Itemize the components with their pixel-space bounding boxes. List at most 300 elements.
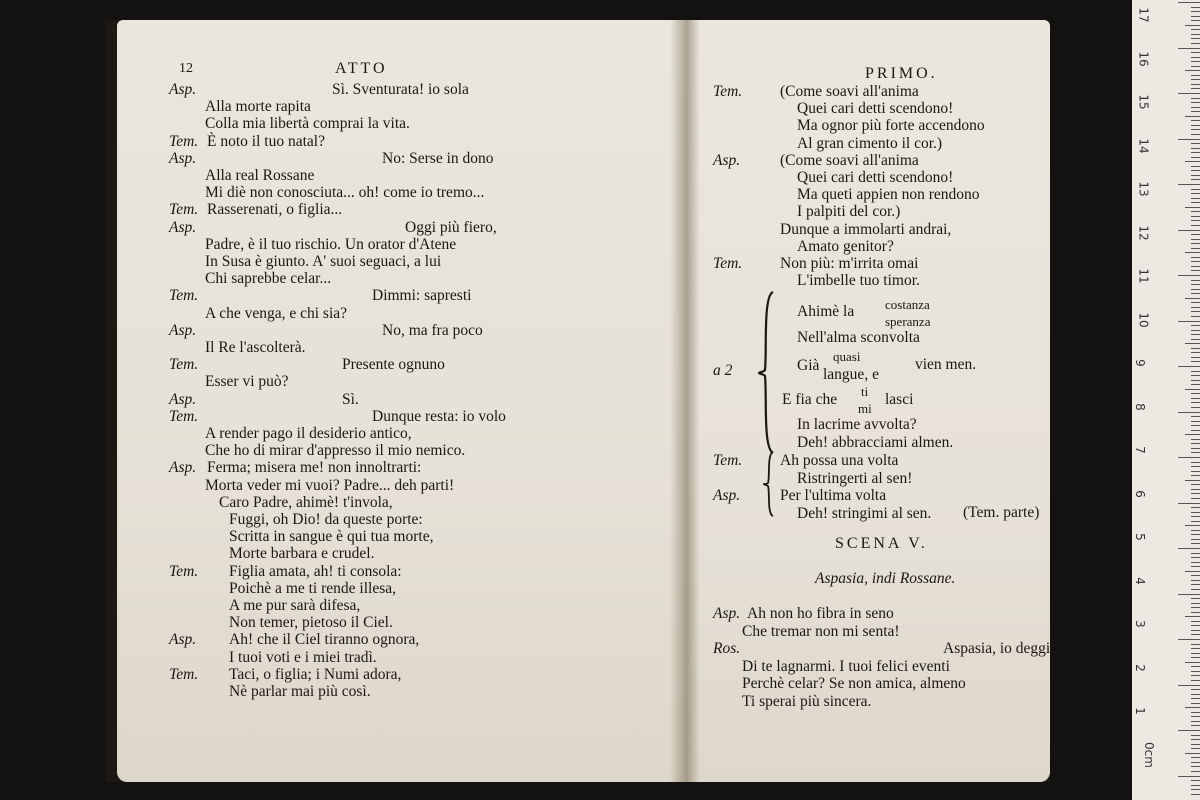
ruler-tick	[1191, 98, 1200, 99]
verse-line: (Come soavi all'anima	[780, 83, 919, 100]
verse-line: Alla morte rapita	[205, 98, 311, 116]
ruler-tick	[1191, 257, 1200, 258]
duet-line: Ahimè la	[797, 303, 855, 320]
ruler-tick	[1191, 179, 1200, 180]
ruler-tick	[1191, 657, 1200, 658]
ruler-tick	[1178, 230, 1200, 231]
verse-line: Alla real Rossane	[205, 167, 315, 184]
ruler-tick	[1191, 612, 1200, 613]
ruler-number: 15	[1136, 94, 1151, 110]
ruler-tick	[1191, 34, 1200, 35]
ruler-tick	[1178, 366, 1200, 367]
duet-line: Nell'alma sconvolta	[797, 329, 920, 346]
ruler-tick	[1191, 220, 1200, 221]
ruler-number: 14	[1136, 137, 1151, 154]
ruler-tick	[1191, 16, 1200, 17]
ruler-tick	[1191, 79, 1200, 80]
open-book	[105, 20, 1074, 782]
ruler-number: 6	[1132, 489, 1147, 498]
ruler-tick	[1191, 29, 1200, 30]
speaker-label: Tem.	[169, 562, 199, 580]
ruler-tick	[1191, 603, 1200, 604]
ruler-tick	[1191, 111, 1200, 112]
ruler-tick	[1178, 685, 1200, 686]
ruler-tick	[1191, 216, 1200, 217]
running-header-right: PRIMO.	[865, 65, 938, 82]
ruler-tick	[1191, 630, 1200, 631]
ruler-tick	[1191, 357, 1200, 358]
ruler-tick	[1191, 398, 1200, 399]
ruler-tick	[1178, 321, 1200, 322]
ruler-number: 3	[1132, 620, 1147, 628]
speaker-label: Tem.	[169, 287, 199, 305]
ruler-tick	[1191, 789, 1200, 790]
verse-line: Rasserenati, o figlia...	[207, 201, 343, 219]
ruler-tick	[1191, 352, 1200, 353]
ruler-tick	[1191, 330, 1200, 331]
ruler-number: 5	[1132, 533, 1147, 541]
verse-line: Che tremar non mi senta!	[742, 622, 900, 640]
ruler-tick	[1185, 70, 1200, 71]
ruler-tick	[1191, 712, 1200, 713]
ruler-tick	[1178, 93, 1200, 94]
ruler-tick	[1191, 84, 1200, 85]
ruler-tick	[1191, 625, 1200, 626]
ruler-tick	[1191, 348, 1200, 349]
verse-line: I palpiti del cor.)	[797, 203, 901, 221]
ruler-tick	[1191, 148, 1200, 149]
duet-line: lasci	[885, 391, 914, 408]
ruler-tick	[1191, 43, 1200, 44]
duet-variant: costanza	[885, 297, 930, 312]
ruler-number: 9	[1132, 359, 1147, 367]
left-page	[117, 20, 685, 782]
ruler-tick	[1191, 648, 1200, 649]
ruler-tick	[1185, 161, 1200, 162]
ruler-tick	[1191, 766, 1200, 767]
ruler-tick	[1191, 425, 1200, 426]
scene-characters: Aspasia, indi Rossane.	[815, 570, 956, 587]
ruler-tick	[1191, 11, 1200, 12]
ruler-tick	[1191, 152, 1200, 153]
verse-line: Padre, è il tuo rischio. Un orator d'Atene	[205, 235, 457, 253]
ruler-number: 7	[1132, 446, 1147, 454]
verse-line: Perchè celar? Se non amica, almeno	[742, 675, 966, 693]
ruler-tick	[1191, 129, 1200, 130]
verse-line: Non temer, pietoso il Ciel.	[229, 614, 393, 632]
ruler-tick	[1191, 735, 1200, 736]
ruler-tick	[1191, 671, 1200, 672]
verse-line: Esser vi può?	[205, 373, 289, 391]
ruler-tick	[1191, 334, 1200, 335]
ruler-tick	[1191, 157, 1200, 158]
ruler-tick	[1191, 248, 1200, 249]
ruler-tick	[1191, 20, 1200, 21]
verse-line: Quei cari detti scendono!	[797, 100, 954, 118]
verse-line: Chi saprebbe celar...	[205, 270, 332, 288]
duet-line: E fia che	[782, 391, 838, 408]
speaker-label: Tem.	[713, 83, 743, 100]
ruler-tick	[1191, 61, 1200, 62]
verse-line: A che venga, e chi sia?	[205, 304, 348, 322]
ruler-tick	[1191, 66, 1200, 67]
ruler-tick	[1191, 289, 1200, 290]
verse-line: Che ho di mirar d'appresso il mio nemico.	[205, 442, 466, 460]
ruler-tick	[1185, 298, 1200, 299]
verse-line: Ah non ho fibra in seno	[747, 605, 894, 622]
verse-line: Nè parlar mai più così.	[229, 683, 371, 700]
ruler-tick	[1191, 462, 1200, 463]
ruler-tick	[1191, 307, 1200, 308]
verse-line: Ferma; misera me! non innoltrarti:	[207, 459, 422, 477]
running-header-left: ATTO	[335, 60, 388, 77]
ruler-tick	[1191, 261, 1200, 262]
ruler-tick	[1185, 116, 1200, 117]
ruler-tick	[1191, 725, 1200, 726]
ruler-tick	[1191, 421, 1200, 422]
ruler-tick	[1191, 38, 1200, 39]
duet-line: vien men.	[915, 356, 977, 373]
ruler-tick	[1191, 794, 1200, 795]
duet-variant: mi	[858, 401, 872, 416]
ruler-number: 13	[1136, 181, 1151, 197]
scene-title: SCENA V.	[835, 535, 928, 552]
verse-line: Dimmi: sapresti	[372, 287, 472, 305]
ruler-tick	[1191, 762, 1200, 763]
verse-line: È noto il tuo natal?	[207, 132, 325, 150]
ruler-tick	[1191, 443, 1200, 444]
verse-line: No: Serse in dono	[382, 149, 494, 167]
ruler-tick	[1191, 634, 1200, 635]
speaker-label: Asp.	[713, 487, 741, 504]
verse-line: Taci, o figlia; i Numi adora,	[229, 665, 402, 683]
ruler-tick	[1191, 580, 1200, 581]
verse-line: Non più: m'irrita omai	[780, 255, 919, 272]
ruler-tick	[1191, 88, 1200, 89]
speaker-label: Tem.	[169, 201, 199, 219]
ruler-number: 12	[1136, 224, 1151, 241]
ruler-tick	[1178, 275, 1200, 276]
ruler-tick	[1185, 753, 1200, 754]
ruler-tick	[1191, 785, 1200, 786]
ruler-tick	[1191, 621, 1200, 622]
ruler-tick	[1191, 311, 1200, 312]
ruler-tick	[1191, 166, 1200, 167]
ruler-tick	[1191, 475, 1200, 476]
ruler-tick	[1191, 534, 1200, 535]
ruler-tick	[1178, 139, 1200, 140]
verse-line: Quei cari detti scendono!	[797, 169, 954, 186]
ruler-tick	[1185, 207, 1200, 208]
right-page	[685, 20, 1074, 782]
ruler-tick	[1191, 562, 1200, 563]
verse-line: Fuggi, oh Dio! da queste porte:	[229, 511, 423, 528]
ruler-tick	[1191, 380, 1200, 381]
ruler-tick	[1191, 57, 1200, 58]
speaker-label: Asp.	[713, 151, 741, 169]
ruler-tick	[1191, 721, 1200, 722]
duet-label: a 2	[713, 362, 733, 379]
ruler-tick	[1178, 594, 1200, 595]
verse-line: Mi diè non conosciuta... oh! come io tremo...	[205, 184, 485, 202]
duet-variant: speranza	[885, 314, 931, 329]
verse-line: Sì.	[342, 390, 359, 408]
duet-variant: quasi	[833, 349, 861, 364]
ruler-tick	[1191, 644, 1200, 645]
verse-line: Dunque resta: io volo	[372, 407, 506, 425]
ruler-tick	[1191, 7, 1200, 8]
verse-line: Per l'ultima volta	[780, 487, 887, 504]
ruler-tick	[1191, 75, 1200, 76]
verse-line: Ristringerti al sen!	[797, 469, 913, 487]
ruler-tick	[1191, 471, 1200, 472]
ruler-tick	[1178, 503, 1200, 504]
ruler-tick	[1191, 371, 1200, 372]
ruler-tick	[1191, 739, 1200, 740]
speaker-label: Asp.	[713, 605, 741, 622]
verse-line: Ah possa una volta	[780, 452, 899, 469]
ruler-tick	[1191, 466, 1200, 467]
ruler-tick	[1185, 707, 1200, 708]
verse-line: Ah! che il Ciel tiranno ognora,	[229, 631, 420, 649]
ruler-number: 11	[1136, 268, 1151, 284]
ruler-tick	[1191, 393, 1200, 394]
ruler-tick	[1191, 102, 1200, 103]
ruler-tick	[1191, 170, 1200, 171]
speaker-label: Asp.	[169, 459, 197, 477]
speaker-label: Tem.	[169, 407, 199, 425]
ruler-tick	[1191, 689, 1200, 690]
ruler-tick	[1191, 325, 1200, 326]
ruler-tick	[1191, 280, 1200, 281]
speaker-label: Asp.	[169, 321, 197, 339]
closing-brace	[763, 450, 775, 518]
ruler-tick	[1191, 512, 1200, 513]
speaker-label: Asp.	[169, 218, 197, 236]
speaker-label: Asp.	[169, 390, 197, 408]
ruler-tick	[1191, 539, 1200, 540]
verse-line: (Come soavi all'anima	[780, 151, 919, 169]
page-number-left: 12	[179, 61, 193, 76]
verse-line: Il Re l'ascolterà.	[205, 339, 306, 356]
ruler-tick	[1191, 703, 1200, 704]
ruler-tick	[1191, 198, 1200, 199]
verse-line: A render pago il desiderio antico,	[205, 425, 412, 442]
verse-line: Al gran cimento il cor.)	[797, 134, 943, 152]
ruler-tick	[1191, 361, 1200, 362]
ruler-tick	[1191, 202, 1200, 203]
verse-line: Morte barbara e crudel.	[229, 545, 375, 563]
ruler-tick	[1191, 430, 1200, 431]
verse-line: Aspasia, io deggio	[943, 640, 1058, 658]
ruler-tick	[1191, 407, 1200, 408]
ruler-tick	[1178, 48, 1200, 49]
verse-line: Ti sperai più sincera.	[742, 693, 872, 710]
measuring-ruler	[1132, 0, 1200, 800]
verse-line: Colla mia libertà comprai la vita.	[205, 115, 410, 133]
ruler-number: 17	[1136, 7, 1151, 23]
verse-line: Scritta in sangue è qui tua morte,	[229, 528, 434, 546]
ruler-tick	[1178, 457, 1200, 458]
duet-variant: langue, e	[823, 366, 879, 383]
duet-line: In lacrime avvolta?	[797, 416, 917, 433]
ruler-tick	[1191, 339, 1200, 340]
ruler-tick	[1191, 566, 1200, 567]
ruler-tick	[1191, 748, 1200, 749]
ruler-number: 16	[1136, 50, 1151, 67]
ruler-tick	[1191, 575, 1200, 576]
ruler-tick	[1191, 698, 1200, 699]
ruler-tick	[1191, 598, 1200, 599]
ruler-tick	[1191, 402, 1200, 403]
speaker-label: Asp.	[169, 631, 197, 649]
ruler-tick	[1191, 584, 1200, 585]
ruler-tick	[1191, 270, 1200, 271]
verse-line: Ma queti appien non rendono	[797, 186, 980, 204]
ruler-tick	[1191, 675, 1200, 676]
speaker-label: Asp.	[169, 149, 197, 167]
ruler-tick	[1191, 439, 1200, 440]
ruler-tick	[1191, 493, 1200, 494]
speaker-label: Tem.	[713, 255, 743, 272]
ruler-tick	[1178, 776, 1200, 777]
ruler-number: 1	[1132, 707, 1147, 715]
ruler-tick	[1191, 489, 1200, 490]
ruler-tick	[1191, 543, 1200, 544]
verse-line: Amato genitor?	[797, 237, 894, 255]
speaker-label: Tem.	[169, 665, 199, 683]
ruler-tick	[1185, 252, 1200, 253]
ruler-tick	[1185, 480, 1200, 481]
ruler-tick	[1191, 211, 1200, 212]
ruler-tick	[1178, 184, 1200, 185]
speaker-label: Tem.	[169, 356, 199, 374]
ruler-number: 0cm	[1141, 741, 1156, 768]
ruler-number: 4	[1132, 576, 1147, 585]
ruler-tick	[1191, 175, 1200, 176]
ruler-tick	[1191, 507, 1200, 508]
ruler-number: 10	[1136, 311, 1151, 328]
ruler-tick	[1178, 2, 1200, 3]
ruler-tick	[1191, 375, 1200, 376]
ruler-tick	[1191, 553, 1200, 554]
ruler-tick	[1178, 548, 1200, 549]
ruler-tick	[1191, 666, 1200, 667]
verse-line: Figlia amata, ah! ti consola:	[229, 562, 402, 580]
verse-line: Oggi più fiero,	[405, 218, 497, 236]
duet-brace	[757, 290, 777, 455]
speaker-label: Ros.	[713, 640, 741, 658]
ruler-tick	[1191, 521, 1200, 522]
ruler-tick	[1191, 143, 1200, 144]
ruler-tick	[1191, 234, 1200, 235]
ruler-tick	[1191, 448, 1200, 449]
ruler-tick	[1191, 452, 1200, 453]
ruler-tick	[1191, 125, 1200, 126]
ruler-tick	[1191, 498, 1200, 499]
ruler-tick	[1191, 284, 1200, 285]
ruler-tick	[1191, 134, 1200, 135]
ruler-tick	[1185, 25, 1200, 26]
ruler-tick	[1185, 571, 1200, 572]
ruler-tick	[1191, 302, 1200, 303]
verse-line: I tuoi voti e i miei tradì.	[229, 648, 377, 666]
page-number-right: 13	[1060, 66, 1074, 81]
verse-line: Morta veder mi vuoi? Padre... deh parti!	[205, 476, 455, 494]
ruler-tick	[1191, 293, 1200, 294]
ruler-tick	[1191, 193, 1200, 194]
verse-line: Dunque a immolarti andrai,	[780, 220, 952, 238]
ruler-tick	[1191, 107, 1200, 108]
verse-line: Presente ognuno	[342, 356, 445, 374]
verse-line: No, ma fra poco	[382, 321, 483, 339]
ruler-tick	[1185, 662, 1200, 663]
ruler-tick	[1191, 316, 1200, 317]
verse-line: Caro Padre, ahimè! t'invola,	[219, 493, 393, 511]
ruler-tick	[1191, 52, 1200, 53]
ruler-tick	[1191, 780, 1200, 781]
ruler-tick	[1191, 384, 1200, 385]
ruler-tick	[1191, 757, 1200, 758]
ruler-tick	[1191, 243, 1200, 244]
speaker-label: Tem.	[169, 132, 199, 150]
ruler-tick	[1178, 639, 1200, 640]
ruler-tick	[1191, 589, 1200, 590]
ruler-tick	[1191, 189, 1200, 190]
ruler-tick	[1185, 389, 1200, 390]
ruler-number: 8	[1132, 402, 1147, 411]
ruler-tick	[1191, 744, 1200, 745]
ruler-tick	[1191, 694, 1200, 695]
ruler-tick	[1191, 530, 1200, 531]
ruler-tick	[1191, 680, 1200, 681]
ruler-tick	[1191, 607, 1200, 608]
ruler-tick	[1191, 716, 1200, 717]
ruler-tick	[1178, 730, 1200, 731]
ruler-tick	[1191, 484, 1200, 485]
verse-line: Di te lagnarmi. I tuoi felici eventi	[742, 657, 950, 675]
ruler-tick	[1191, 266, 1200, 267]
verse-line: Ma ognor più forte accendono	[797, 117, 985, 135]
ruler-tick	[1185, 525, 1200, 526]
stage-direction: (Tem. parte)	[963, 504, 1040, 521]
ruler-tick	[1178, 412, 1200, 413]
verse-line: Deh! stringimi al sen.	[797, 504, 932, 522]
ruler-tick	[1191, 225, 1200, 226]
duet-line: Deh! abbracciami almen.	[797, 434, 954, 451]
book-gutter	[670, 20, 700, 782]
duet-variant: ti	[861, 384, 869, 399]
ruler-tick	[1191, 771, 1200, 772]
ruler-tick	[1185, 616, 1200, 617]
verse-line: L'imbelle tuo timor.	[797, 272, 920, 290]
verse-line: A me pur sarà difesa,	[229, 597, 361, 614]
ruler-tick	[1191, 653, 1200, 654]
ruler-tick	[1185, 434, 1200, 435]
ruler-tick	[1191, 120, 1200, 121]
ruler-number: 2	[1132, 663, 1147, 672]
speaker-label: Tem.	[713, 452, 743, 469]
verse-line: Sì. Sventurata! io sola	[332, 81, 469, 98]
ruler-tick	[1191, 516, 1200, 517]
ruler-tick	[1185, 343, 1200, 344]
speaker-label: Asp.	[169, 81, 197, 98]
verse-line: In Susa è giunto. A' suoi seguaci, a lui	[205, 253, 442, 270]
verse-line: Poichè a me ti rende illesa,	[229, 579, 396, 597]
duet-line: Già	[797, 357, 820, 374]
ruler-tick	[1191, 239, 1200, 240]
ruler-tick	[1191, 557, 1200, 558]
